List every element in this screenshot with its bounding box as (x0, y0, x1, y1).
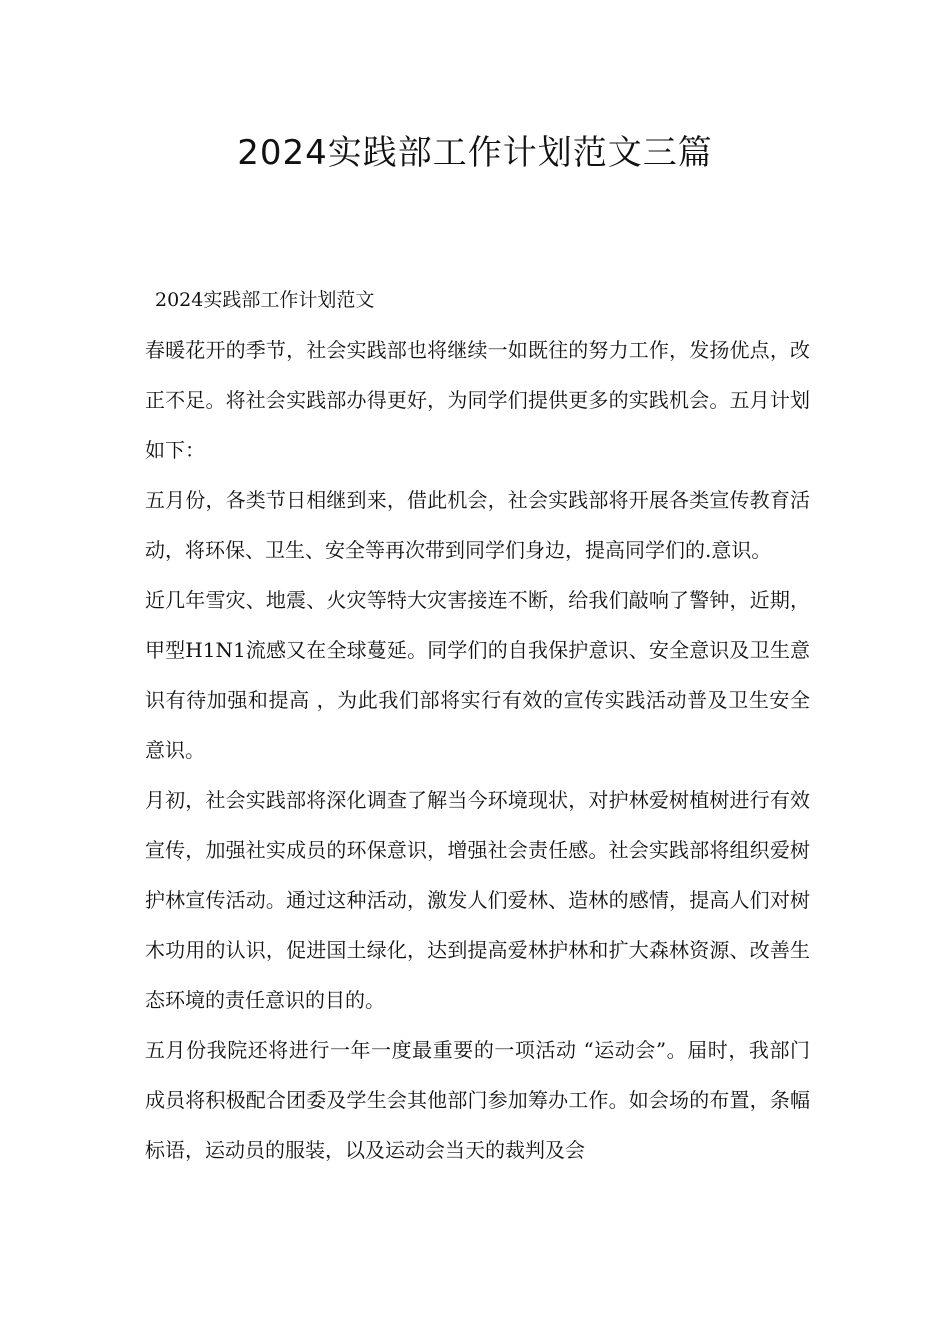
paragraph-environment: 月初，社会实践部将深化调查了解当今环境现状，对护林爱树植树进行有效宣传，加强社实成员的环保意识，增强社会责任感。社会实践部将组织爱树护林宣传活动。通过这种活动，激发人们爱林、造林的感情，提高人们对树木功用的认识，促进国土绿化，达到提高爱林护林和扩大森林资源、改善生态环境的责任意识的目的。 (145, 788, 810, 1012)
document-title: 2024实践部工作计划范文三篇 (237, 133, 713, 173)
section-subtitle: 2024实践部工作计划范文 (155, 289, 375, 311)
paragraph-may-activities: 五月份，各类节日相继到来，借此机会，社会实践部将开展各类宣传教育活动，将环保、卫生、安全等再次带到同学们身边，提高同学们的.意识。 (145, 488, 810, 562)
paragraph-intro: 春暖花开的季节，社会实践部也将继续一如既往的努力工作，发扬优点，改正不足。将社会实践部办得更好，为同学们提供更多的实践机会。五月计划如下： (145, 338, 810, 462)
paragraph-safety: 近几年雪灾、地震、火灾等特大灾害接连不断，给我们敲响了警钟，近期，甲型H1N1流感又在全球蔓延。同学们的自我保护意识、安全意识及卫生意识有待加强和提高 ，为此我们部将实行有效的宣传实践活动普及卫生安全意识。 (145, 588, 810, 762)
document-body (145, 325, 810, 1175)
paragraph-sports-meet: 五月份我院还将进行一年一度最重要的一项活动 “运动会”。届时，我部门成员将积极配合团委及学生会其他部门参加筹办工作。如会场的布置，条幅标语，运动员的服装，以及运动会当天的裁判及会 (145, 1038, 810, 1162)
